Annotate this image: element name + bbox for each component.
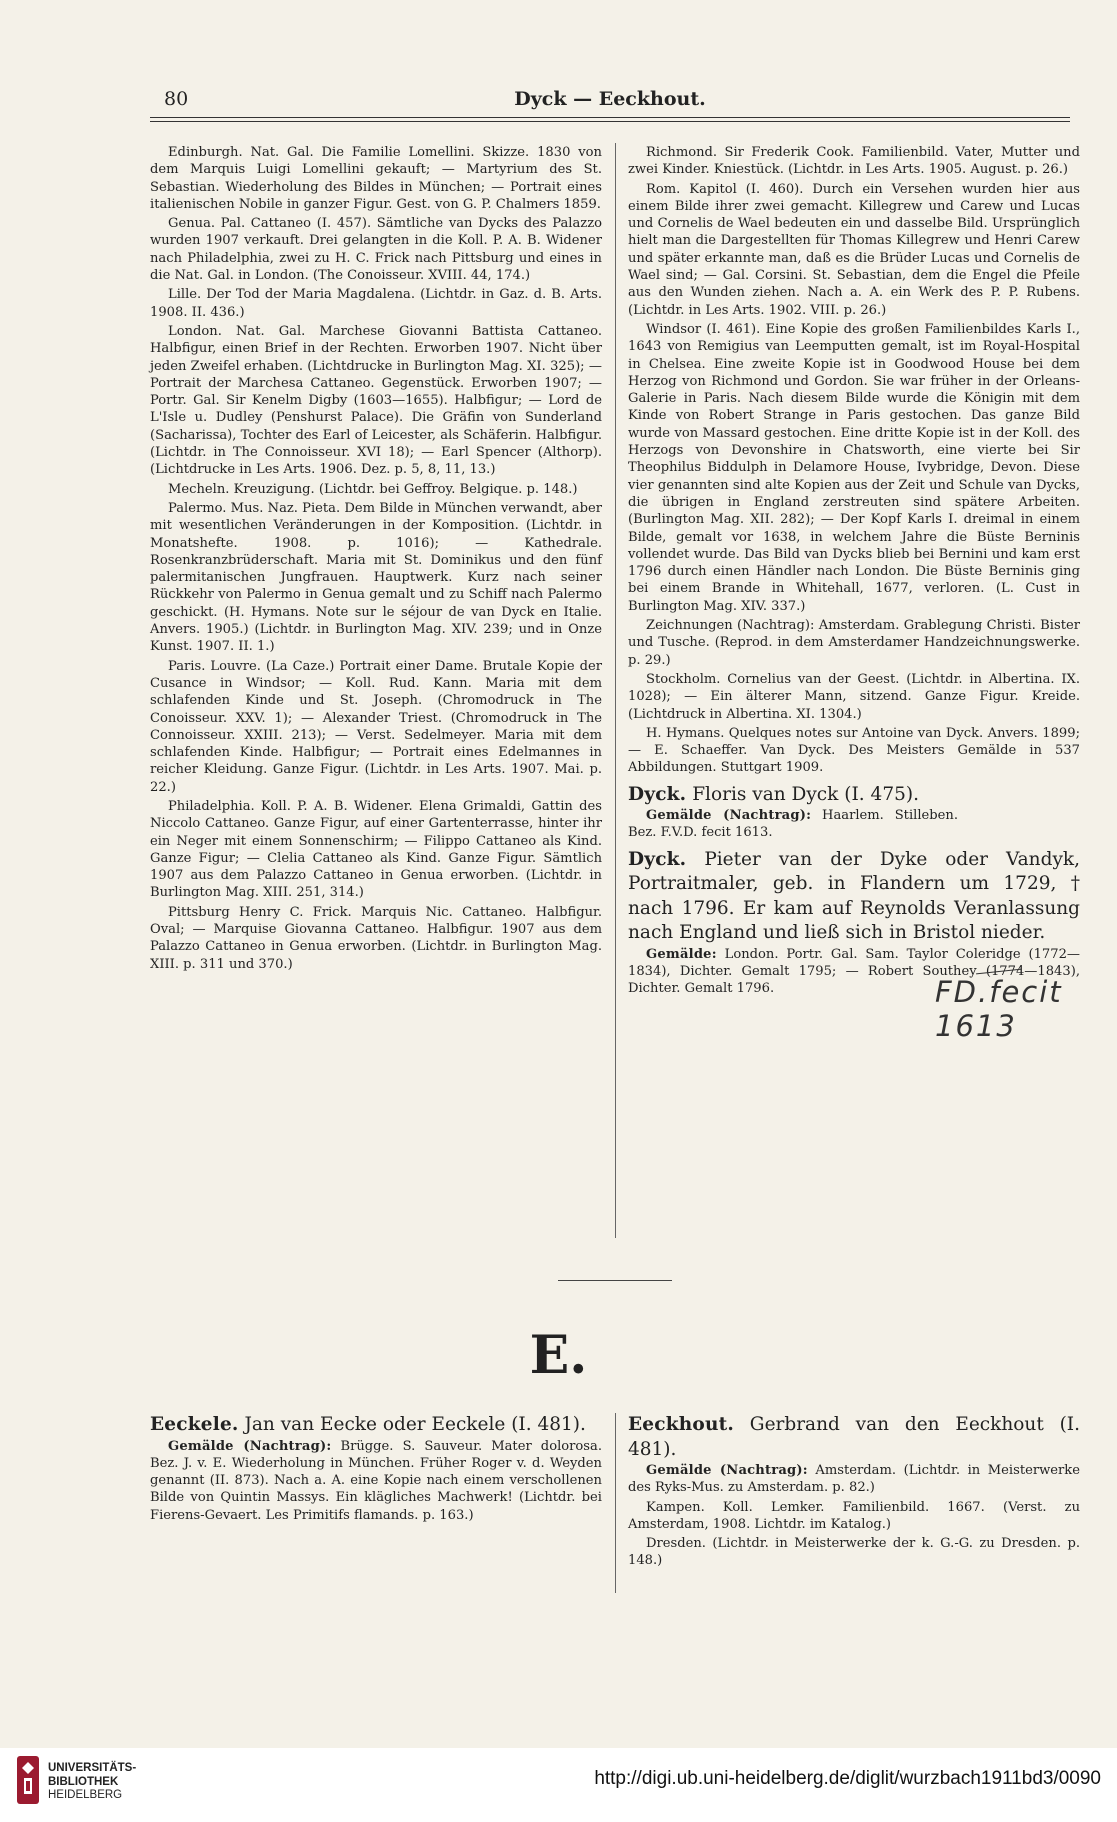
library-footer — [0, 1748, 1117, 1822]
right-column-bottom — [628, 1413, 1080, 1572]
entry-paragraph: Lille. Der Tod der Maria Magdalena. (Lichtdr. in Gaz. d. B. Arts. 1908. II. 436.) — [150, 287, 602, 320]
header-rule — [150, 117, 1070, 118]
entry-intro: Portraitmaler, geb. in Flandern um 1729, † nach 1796. Er kam auf Reynolds Veranlassung nach England und ließ sich in Bristol nieder. — [628, 873, 1080, 944]
library-name-line: HEIDELBERG — [48, 1789, 123, 1801]
entry-paragraph: Edinburgh. Nat. Gal. Die Familie Lomellini. Skizze. 1830 von dem Marquis Luigi Lomellini gekauft; — Martyrium des St. Sebastian. Wiederholung des Bildes in München; — Portrait eines italienischen Nobile in ganzer Figur. Gest. von G. P. Chalmers 1859. — [150, 145, 602, 212]
entry-given-name: Floris van Dyck (I. 475). — [692, 783, 919, 805]
column-divider — [615, 143, 616, 1238]
entry-text: London. Portr. Gal. Sam. Taylor Coleridge (1772—1834), Dichter. Gemalt 1795; — Robert Southey (1774—1843), Dichter. Gemalt 1796. — [628, 946, 1080, 997]
entry-given-name: Gerbrand van den Eeckhout (I. 481). — [628, 1414, 1080, 1460]
entry-paragraph: London. Nat. Gal. Marchese Giovanni Battista Cattaneo. Halbfigur, einen Brief in der Rechten. Erworben 1907. Nicht über jeden Zweifel erhaben. (Lichtdrucke in Burlington Mag. XI. 325); — Portrait der Marchesa Cattaneo. Gegenstück. Erworben 1907; — Portr. Gal. Sir Kenelm Digby (1603—1655). Halbfigur; — Lord de L'Isle u. Dudley (Penshurst Palace). Die Gräfin von Sunderland (Sacharissa), Tochter des Earl of Leicester, als Schäferin. Halbfigur. (Lichtdr. in The Connoisseur. XVI 18); — Earl Spencer (Althorp). (Lichtdrucke in Les Arts. 1906. Dez. p. 5, 8, 11, 13.) — [150, 323, 602, 478]
entry-heading — [150, 1413, 602, 1438]
left-column-top — [150, 144, 602, 975]
entry-floris-van-dyck — [628, 783, 958, 842]
entry-name: Dyck. — [628, 783, 687, 805]
entry-paragraph — [628, 807, 958, 842]
entry-paragraph: Genua. Pal. Cattaneo (I. 457). Sämtliche van Dycks des Palazzo wurden 1907 verkauft. Drei gelangten in die Koll. P. A. B. Widener nach Philadelphia, zwei zu H. C. Frick nach Pittsburg und eines in die Nat. Gal. in London. (The Conoisseur. XVIII. 44, 174.) — [150, 216, 602, 284]
column-divider — [615, 1413, 616, 1593]
entry-paragraph: Paris. Louvre. (La Caze.) Portrait einer Dame. Brutale Kopie der Cusance in Windsor; — Koll. Rud. Kann. Maria mit dem schlafenden Kinde und St. Joseph. (Chromodruck in The Conoisseur. XXV. 1); — Alexander Triest. (Chromodruck in The Connoisseur. XXIII. 213); — Verst. Sedelmeyer. Maria mit dem schlafenden Kinde. Halbfigur; — Portrait eines Edelmannes in reicher Kleidung. Ganze Figur. (Lichtdr. in Les Arts. 1907. Mai. p. 22.) — [150, 658, 602, 795]
entry-heading — [628, 1413, 1080, 1462]
section-letter: E. — [529, 1325, 588, 1386]
painter-signature: FD.fecit 1613 — [935, 975, 1063, 1043]
entry-text: Haarlem. Stilleben. Bez. F.V.D. fecit 1613. — [628, 808, 958, 841]
entry-paragraph: Dresden. (Lichtdr. in Meisterwerke der k. G.-G. zu Dresden. p. 148.) — [628, 1536, 1080, 1569]
right-column-top — [628, 144, 1080, 1000]
entry-paragraph: Stockholm. Cornelius van der Geest. (Lichtdr. in Albertina. IX. 1028); — Ein älterer Mann, sitzend. Ganze Figur. Kreide. (Lichtdruck in Albertina. XI. 1304.) — [628, 671, 1080, 722]
library-name-line: BIBLIOTHEK — [48, 1775, 119, 1788]
entry-given-name: Pieter van der Dyke oder Vandyk, — [704, 848, 1080, 870]
entry-paragraph: Rom. Kapitol (I. 460). Durch ein Versehen wurden hier aus einem Bilde ihrer zwei gemacht. Killegrew und Carew und Lucas und Cornelis de Wael bedeuten ein und dasselbe Bild. Ursprünglich hielt man die Dargestellten für Thomas Killegrew und Henri Carew und später erkannte man, daß es die Brüder Lucas und Cornelis de Wael sind; — Gal. Corsini. St. Sebastian, dem die Engel die Pfeile aus den Wunden ziehen. Nach a. A. ein Werk des P. P. Rubens. (Lichtdr. in Les Arts. 1902. VIII. p. 26.) — [628, 181, 1080, 318]
entry-given-name: Jan van Eecke oder Eeckele (I. 481). — [244, 1414, 586, 1435]
entry-label: Gemälde (Nachtrag): — [646, 808, 812, 824]
library-name-line: UNIVERSITÄTS- — [48, 1762, 137, 1774]
entry-label: Gemälde (Nachtrag): — [646, 1463, 808, 1478]
entry-name: Eeckele. — [150, 1414, 239, 1435]
header-rule-thin — [150, 121, 1070, 122]
entry-name: Eeckhout. — [628, 1414, 734, 1435]
entry-heading — [628, 783, 958, 808]
entry-paragraph: Mecheln. Kreuzigung. (Lichtdr. bei Geffroy. Belgique. p. 148.) — [168, 481, 578, 497]
entry-paragraph: Richmond. Sir Frederik Cook. Familienbild. Vater, Mutter und zwei Kinder. Kniestück. (Lichtdr. in Les Arts. 1905. August. p. 26.) — [628, 145, 1080, 178]
library-name — [48, 1762, 136, 1803]
entry-paragraph — [150, 1438, 602, 1524]
left-column-bottom — [150, 1413, 602, 1526]
university-seal-icon — [16, 1754, 40, 1806]
entry-name: Dyck. — [628, 848, 687, 870]
entry-paragraph — [628, 1462, 1080, 1497]
entry-heading — [628, 848, 1080, 946]
page-number: 80 — [164, 88, 189, 110]
entry-paragraph: H. Hymans. Quelques notes sur Antoine van Dyck. Anvers. 1899; — E. Schaeffer. Van Dyck. Des Meisters Gemälde in 537 Abbildungen. Stuttgart 1909. — [628, 725, 1080, 776]
entry-paragraph: Zeichnungen (Nachtrag): Amsterdam. Grablegung Christi. Bister und Tusche. (Reprod. in dem Amsterdamer Handzeichnungswerke. p. 29.) — [628, 618, 1080, 668]
running-title: Dyck — Eeckhout. — [514, 88, 706, 110]
entry-text: Amsterdam. (Lichtdr. in Meisterwerke des Ryks-Mus. zu Amsterdam. p. 82.) — [628, 1463, 1080, 1496]
entry-label: Gemälde: — [646, 946, 717, 962]
entry-paragraph: Pittsburg Henry C. Frick. Marquis Nic. Cattaneo. Halbfigur. Oval; — Marquise Giovanna Cattaneo. Halbfigur. 1907 aus dem Palazzo Cattaneo in Genua erworben. (Lichtdr. in Burlington Mag. XIII. p. 311 und 370.) — [150, 904, 602, 972]
entry-paragraph: Philadelphia. Koll. P. A. B. Widener. Elena Grimaldi, Gattin des Niccolo Cattaneo. Ganze Figur, auf einer Gartenterrasse, hinter ihr ein Neger mit einem Sonnenschirm; — Filippo Cattaneo als Kind. Ganze Figur; — Clelia Cattaneo als Kind. Ganze Figur. Sämtlich 1907 aus dem Palazzo Cattaneo in Genua erworben. (Lichtdr. in Burlington Mag. XIII. 251, 314.) — [150, 798, 602, 901]
entry-label: Gemälde (Nachtrag): — [168, 1438, 332, 1454]
entry-text: Brügge. S. Sauveur. Mater dolorosa. Bez. J. v. E. Wiederholung in München. Früher Roger v. d. Weyden genannt (II. 873). Nach a. A. eine Kopie nach einem verschollenen Bilde von Quintin Massys. Ein klägliches Machwerk! (Lichtdr. bei Fierens-Gevaert. Les Primitifs flamands. p. 163.) — [150, 1438, 602, 1523]
source-url[interactable]: http://digi.ub.uni-heidelberg.de/diglit/wurzbach1911bd3/0090 — [594, 1768, 1101, 1789]
entry-paragraph: Palermo. Mus. Naz. Pieta. Dem Bilde in München verwandt, aber mit wesentlichen Veränderungen in der Komposition. (Lichtdr. in Monatshefte. 1908. p. 1016); — Kathedrale. Rosenkranzbrüderschaft. Maria mit St. Dominikus und den fünf palermitanischen Jungfrauen. Hauptwerk. Kurz nach seiner Rückkehr von Palermo in Genua gemalt und zu Schiff nach Palermo geschickt. (H. Hymans. Note sur le séjour de van Dyck en Italie. Anvers. 1905.) (Lichtdr. in Burlington Mag. XIV. 239; und in Onze Kunst. 1907. II. 1.) — [150, 500, 602, 655]
entry-paragraph: Kampen. Koll. Lemker. Familienbild. 1667. (Verst. zu Amsterdam, 1908. Lichtdr. im Katalog.) — [628, 1499, 1080, 1532]
section-rule — [558, 1280, 672, 1281]
page-header — [150, 88, 1070, 114]
entry-paragraph: Windsor (I. 461). Eine Kopie des großen Familienbildes Karls I., 1643 von Remigius van Leemputten gemalt, ist im Royal-Hospital in Chelsea. Eine zweite Kopie ist in Goodwood House bei dem Herzog von Richmond und Gordon. Sie war früher in der Orleans-Galerie in Paris. Nach diesem Bilde wurde die Königin mit dem Kinde von Robert Strange in Paris gestochen. Das ganze Bild wurde von Massard gestochen. Eine dritte Kopie ist in der Koll. des Herzogs von Devonshire in Chatsworth, eine vierte bei Sir Theophilus Biddulph in Delamore House, Ivybridge, Devon. Diese vier genannten sind alte Kopien aus der Zeit und Schule van Dycks, die übrigen in England zerstreuten sind spätere Arbeiten. (Burlington Mag. XII. 282); — Der Kopf Karls I. dreimal in einem Bilde, gemalt vor 1638, in welchem Jahre die Büste Berninis vollendet wurde. Das Bild van Dycks blieb bei Bernini und kam erst 1796 durch einen Händler nach London. Die Büste Berninis ging bei einem Brande in Whitehall, 1677, verloren. (L. Cust in Burlington Mag. XIV. 337.) — [628, 321, 1080, 614]
